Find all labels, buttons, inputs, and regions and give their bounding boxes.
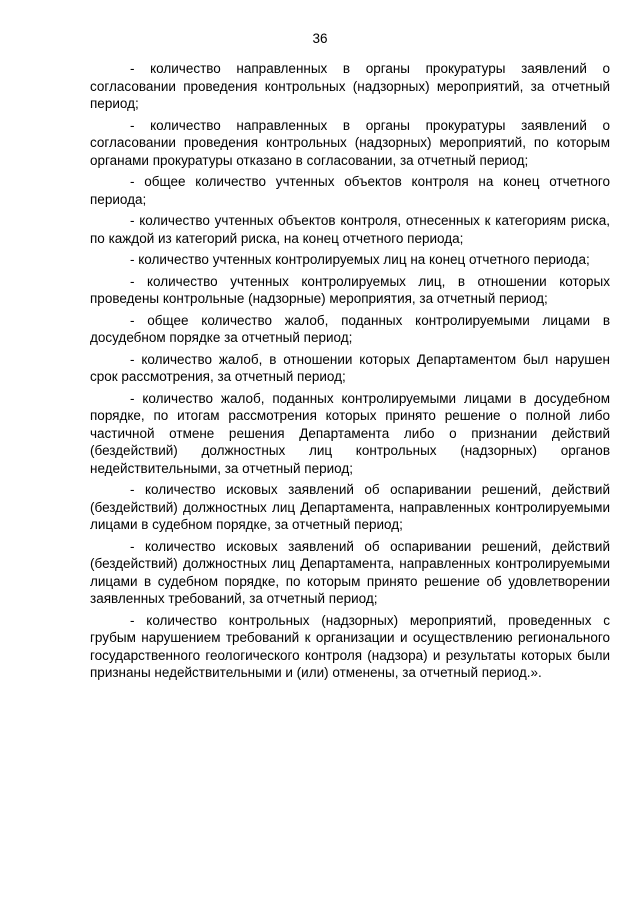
list-item: - количество жалоб, поданных контролируемыми лицами в досудебном порядке, по итогам рассмотрения которых принято решение о полной либо частичной отмене решения Департамента либо о признании действий (бездействий) должностных лиц контрольных (надзорных) органов недействительными, за отчетный период; xyxy=(90,390,610,476)
list-item: - количество учтенных контролируемых лиц на конец отчетного периода; xyxy=(130,252,590,267)
list-item: - общее количество жалоб, поданных контролируемыми лицами в досудебном порядке за отчетный период; xyxy=(90,312,610,345)
list-item: - количество направленных в органы прокуратуры заявлений о согласовании проведения контрольных (надзорных) мероприятий, по которым органами прокуратуры отказано в согласовании, за отчетный период; xyxy=(90,117,610,168)
list-item: - количество учтенных контролируемых лиц, в отношении которых проведены контрольные (надзорные) мероприятия, за отчетный период; xyxy=(90,273,610,306)
document-body xyxy=(90,60,610,686)
list-item: - количество учтенных объектов контроля, отнесенных к категориям риска, по каждой из категорий риска, на конец отчетного периода; xyxy=(90,213,610,246)
list-item: - количество жалоб, в отношении которых Департаментом был нарушен срок рассмотрения, за отчетный период; xyxy=(90,351,610,384)
list-item: - количество исковых заявлений об оспаривании решений, действий (бездействий) должностных лиц Департамента, направленных контролируемыми лицами в судебном порядке, за отчетный период; xyxy=(90,482,610,532)
list-item: - количество направленных в органы прокуратуры заявлений о согласовании проведения контрольных (надзорных) мероприятий, за отчетный период; xyxy=(90,61,610,111)
list-item: - общее количество учтенных объектов контроля на конец отчетного периода; xyxy=(90,174,610,207)
list-item: - количество контрольных (надзорных) мероприятий, проведенных с грубым нарушением требований к организации и осуществлению регионального государственного геологического контроля (надзора) и результаты которых были признаны недействительными и (или) отменены, за отчетный период.». xyxy=(90,612,610,680)
list-item: - количество исковых заявлений об оспаривании решений, действий (бездействий) должностных лиц Департамента, направленных контролируемыми лицами в судебном порядке, по которым принято решение об удовлетворении заявленных требований, за отчетный период; xyxy=(90,538,610,606)
page-number: 36 xyxy=(312,31,328,46)
